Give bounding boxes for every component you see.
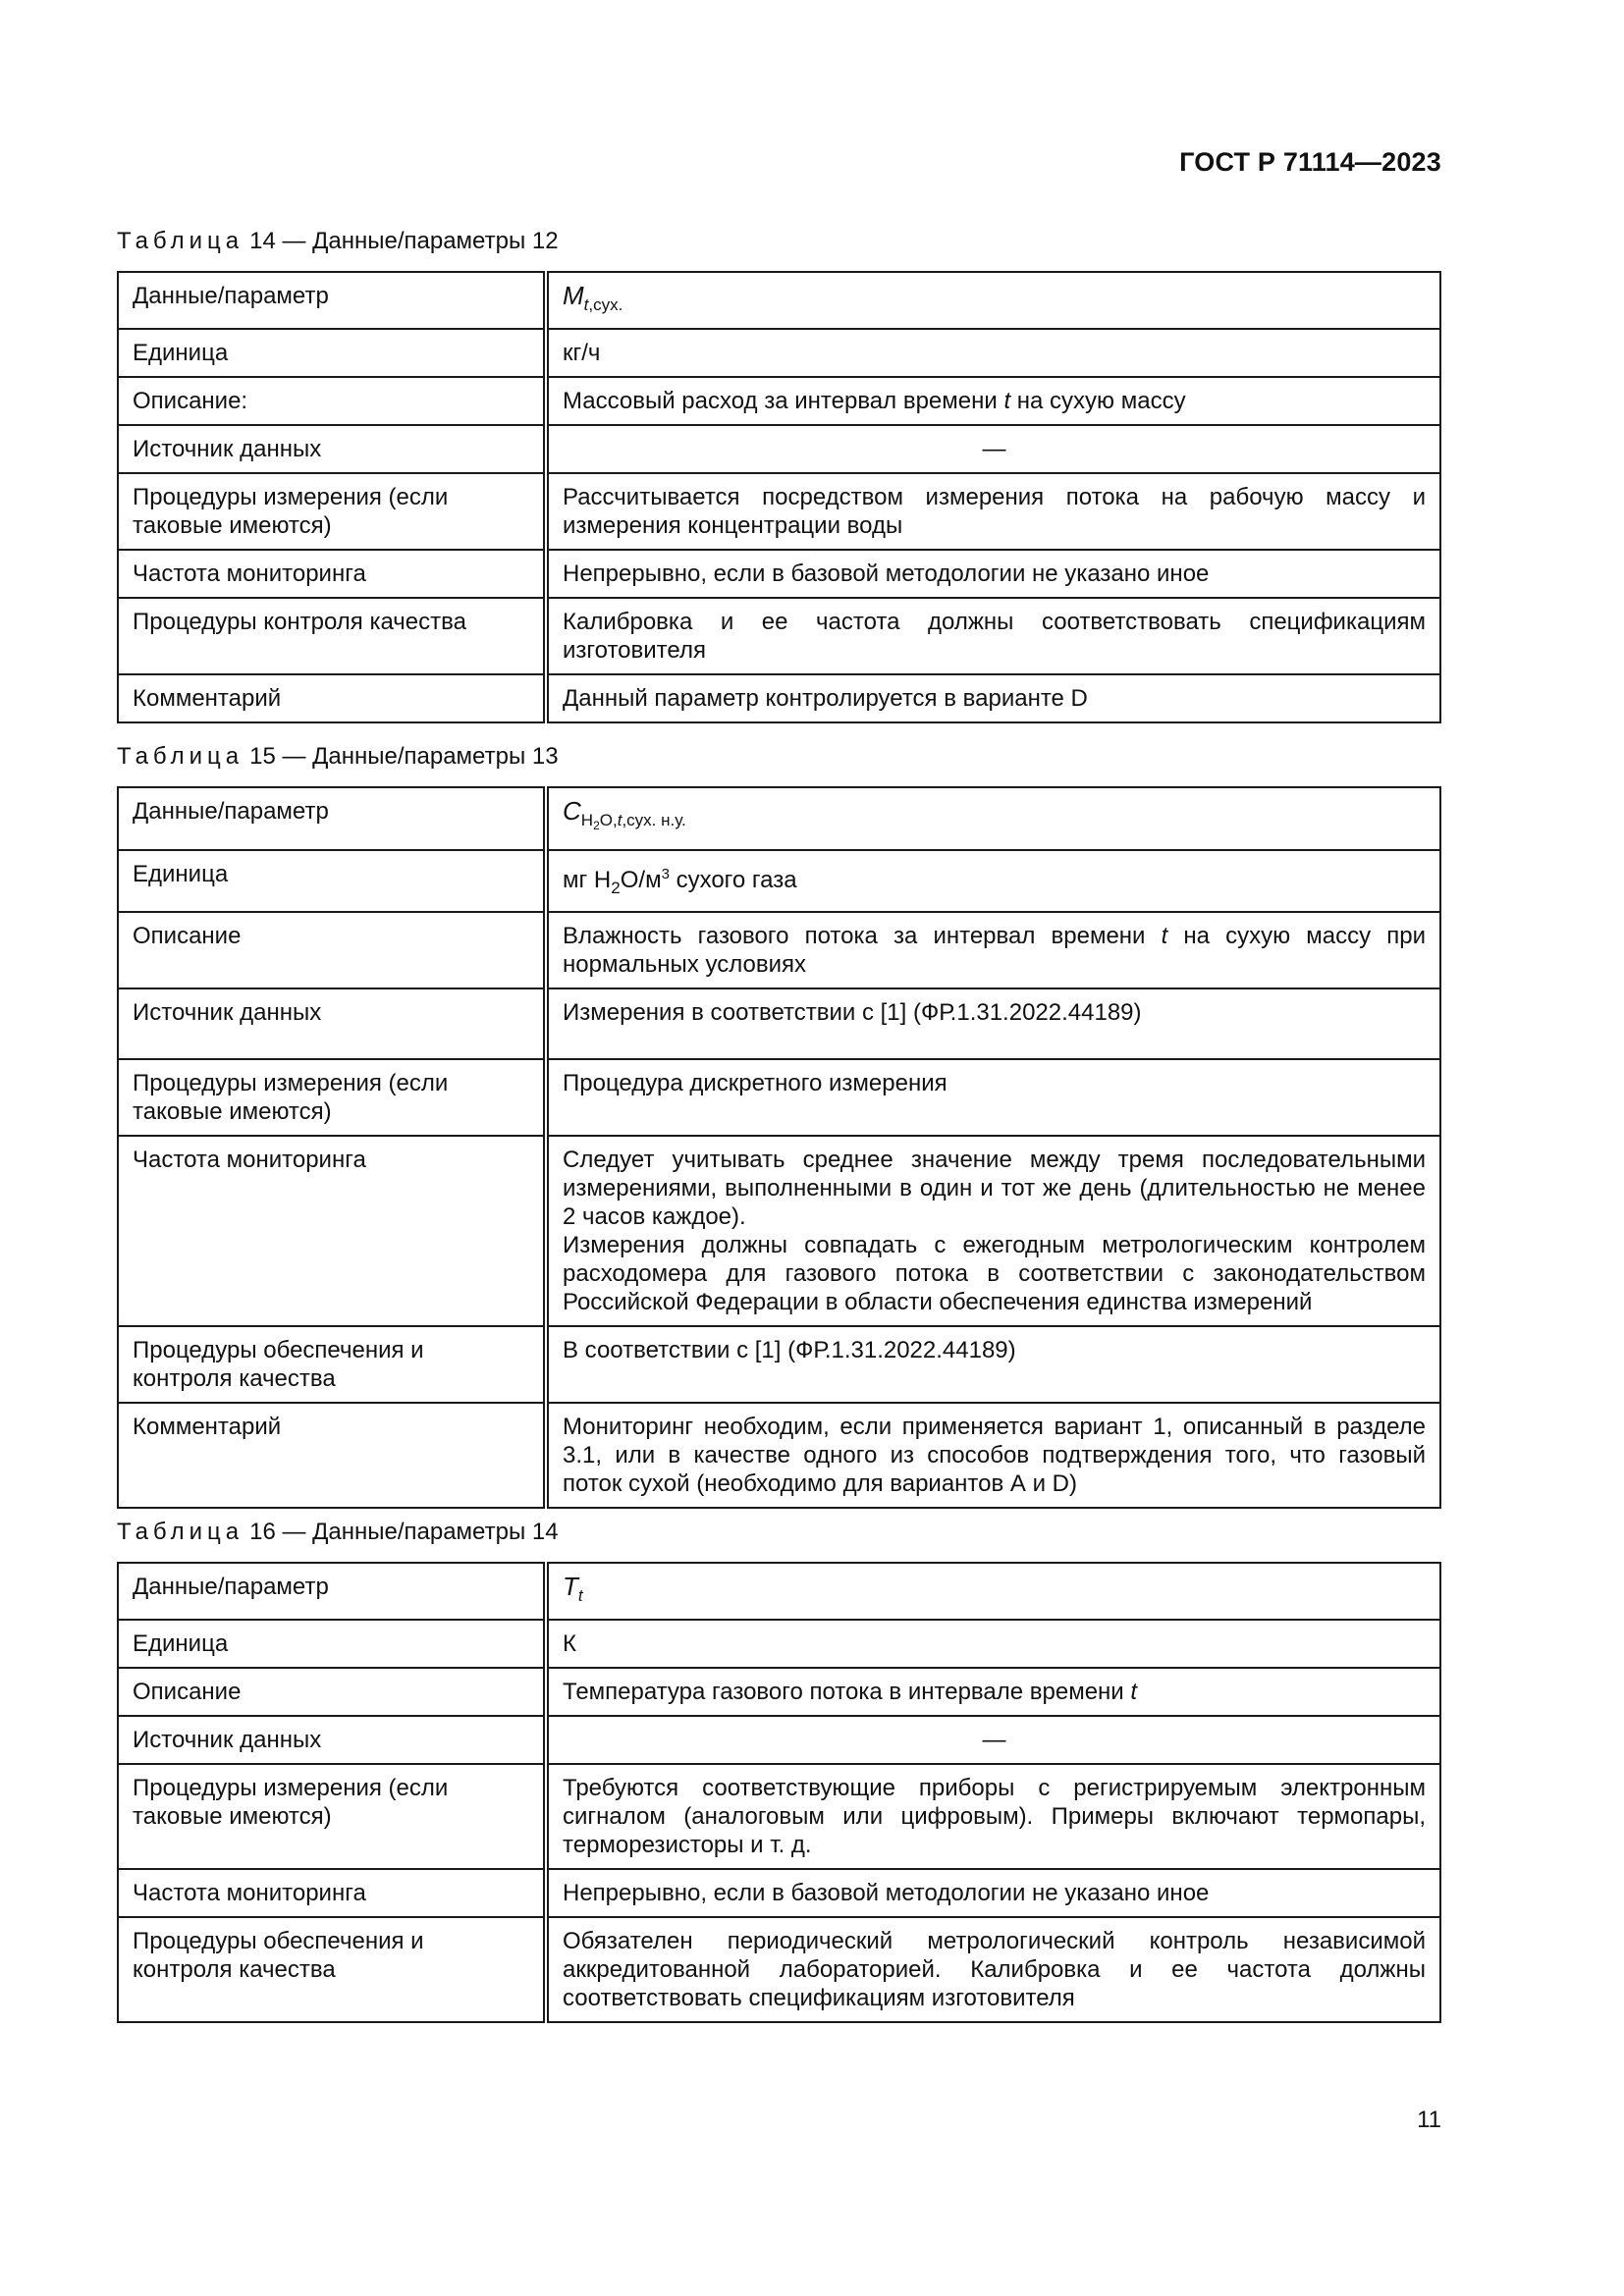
table-cell-value (546, 912, 1440, 988)
parameter-symbol: M (563, 281, 584, 310)
subscript-rest: ,сух. (588, 295, 623, 314)
table-cell-label: Процедуры измерения (если таковые имеются) (118, 473, 546, 550)
table-cell-value (546, 1563, 1440, 1620)
table-cell-value: — (546, 1716, 1440, 1764)
time-symbol: t (1003, 388, 1011, 414)
table-row (118, 473, 1440, 550)
table-cell-label: Источник данных (118, 988, 546, 1059)
description-part: Влажность газового потока за интервал времени (563, 923, 1162, 949)
table-cell-value: В соответствии с [1] (ФР.1.31.2022.44189) (546, 1326, 1440, 1403)
table-cell-value: кг/ч (546, 329, 1440, 377)
time-symbol: t (1130, 1679, 1138, 1705)
table-row (118, 1716, 1440, 1764)
subscript-part: O, (599, 811, 618, 829)
table-cell-label: Описание (118, 1668, 546, 1716)
table-cell-label: Описание: (118, 377, 546, 425)
table-cell-value: Рассчитывается посредством измерения потока на рабочую массу и измерения концентрации воды (546, 473, 1440, 550)
table-cell-value: Требуются соответствующие приборы с регистрируемым электронным сигналом (аналоговым или цифровым). Примеры включают термопары, терморезисторы и т. д. (546, 1764, 1440, 1869)
table-cell-value: Обязателен периодический метрологический контроль независимой аккредитованной лабораторией. Калибровка и ее частота должны соответствовать спецификациям изготовителя (546, 1917, 1440, 2022)
table-cell-label: Процедуры контроля качества (118, 598, 546, 674)
table-16-caption-title: 16 — Данные/параметры 14 (249, 1519, 559, 1545)
document-code: ГОСТ Р 71114—2023 (1179, 147, 1441, 177)
table-row (118, 988, 1440, 1059)
table-cell-label: Данные/параметр (118, 787, 546, 850)
table-cell-label: Источник данных (118, 1716, 546, 1764)
table-cell-value: К (546, 1620, 1440, 1668)
paragraph: Измерения должны совпадать с ежегодным метрологическим контролем расходомера для газового потока в соответствии с законодательством Российской Федерации в области обеспечения единства измерений (563, 1232, 1426, 1315)
table-cell-value: Непрерывно, если в базовой методологии не указано иное (546, 1869, 1440, 1917)
table-row (118, 329, 1440, 377)
table-row (118, 1620, 1440, 1668)
table-row (118, 1764, 1440, 1869)
table-15 (117, 786, 1441, 1509)
table-cell-label: Частота мониторинга (118, 550, 546, 598)
table-row (118, 674, 1440, 722)
table-cell-label: Комментарий (118, 1403, 546, 1508)
description-part: на сухую массу (1010, 388, 1186, 414)
time-symbol: t (1161, 923, 1168, 949)
table-cell-label: Процедуры обеспечения и контроля качества (118, 1326, 546, 1403)
subscript-part: H (580, 811, 594, 829)
table-cell-label: Единица (118, 850, 546, 912)
table-cell-label: Данные/параметр (118, 272, 546, 329)
table-row (118, 1869, 1440, 1917)
table-cell-value: Мониторинг необходим, если применяется вариант 1, описанный в разделе 3.1, или в качестве одного из способов подтверждения того, что газовый поток сухой (необходимо для вариантов А и D) (546, 1403, 1440, 1508)
subscript-part: 2 (593, 819, 600, 832)
table-row (118, 1326, 1440, 1403)
table-row (118, 787, 1440, 850)
parameter-symbol: C (563, 796, 581, 826)
unit-part: O/м (620, 867, 662, 893)
table-cell-value (546, 1668, 1440, 1716)
table-14-caption (117, 228, 559, 255)
table-cell-value (546, 272, 1440, 329)
unit-part: мг H (563, 867, 612, 893)
table-row (118, 550, 1440, 598)
description-part: Массовый расход за интервал времени (563, 388, 1004, 414)
table-row (118, 598, 1440, 674)
subscript-t: t (617, 811, 623, 829)
table-15-caption-prefix: Таблица (117, 743, 244, 770)
table-cell-value (546, 787, 1440, 850)
table-cell-value (546, 1136, 1440, 1326)
parameter-subscript: t (577, 1586, 583, 1605)
table-14-caption-title: 14 — Данные/параметры 12 (249, 228, 559, 254)
table-cell-value: — (546, 425, 1440, 473)
table-cell-label: Частота мониторинга (118, 1136, 546, 1326)
page-number: 11 (1417, 2107, 1441, 2133)
parameter-subscript (584, 295, 623, 314)
parameter-subscript (580, 811, 686, 832)
table-cell-label: Единица (118, 329, 546, 377)
table-16 (117, 1562, 1441, 2023)
table-15-caption (117, 743, 559, 771)
table-row (118, 850, 1440, 912)
table-15-caption-title: 15 — Данные/параметры 13 (249, 743, 559, 770)
paragraph: Следует учитывать среднее значение между тремя последовательными измерениями, выполненными в один и тот же день (длительностью не менее 2 часов каждое). (563, 1147, 1426, 1230)
table-cell-value (546, 377, 1440, 425)
table-row (118, 425, 1440, 473)
table-row (118, 1136, 1440, 1326)
table-cell-label: Описание (118, 912, 546, 988)
subscript-part: ,сух. н.у. (622, 811, 686, 829)
table-row (118, 1917, 1440, 2022)
table-16-caption (117, 1519, 559, 1546)
table-cell-value: Калибровка и ее частота должны соответствовать спецификациям изготовителя (546, 598, 1440, 674)
table-cell-label: Данные/параметр (118, 1563, 546, 1620)
table-row (118, 272, 1440, 329)
parameter-symbol: T (563, 1572, 578, 1601)
table-row (118, 1403, 1440, 1508)
table-row (118, 1059, 1440, 1136)
table-cell-value: Измерения в соответствии с [1] (ФР.1.31.2022.44189) (546, 988, 1440, 1059)
subscript-t: t (583, 295, 589, 314)
table-cell-label: Процедуры измерения (если таковые имеются) (118, 1764, 546, 1869)
table-cell-label: Единица (118, 1620, 546, 1668)
description-part: Температура газового потока в интервале времени (563, 1679, 1131, 1705)
table-cell-label: Процедуры измерения (если таковые имеются) (118, 1059, 546, 1136)
table-row (118, 1563, 1440, 1620)
table-row (118, 1668, 1440, 1716)
table-14 (117, 271, 1441, 723)
description-part: на сухую массу при нормальных условиях (563, 923, 1426, 978)
unit-subscript: 2 (611, 879, 621, 897)
table-14-caption-prefix: Таблица (117, 228, 244, 254)
table-cell-label: Частота мониторинга (118, 1869, 546, 1917)
table-16-caption-prefix: Таблица (117, 1519, 244, 1545)
unit-part: сухого газа (669, 867, 797, 893)
table-cell-value: Непрерывно, если в базовой методологии не указано иное (546, 550, 1440, 598)
table-cell-value: Данный параметр контролируется в варианте D (546, 674, 1440, 722)
table-cell-label: Комментарий (118, 674, 546, 722)
table-row (118, 377, 1440, 425)
table-cell-label: Источник данных (118, 425, 546, 473)
table-cell-label: Процедуры обеспечения и контроля качества (118, 1917, 546, 2022)
table-cell-value (546, 850, 1440, 912)
table-row (118, 912, 1440, 988)
unit-superscript: 3 (661, 866, 670, 882)
table-cell-value: Процедура дискретного измерения (546, 1059, 1440, 1136)
